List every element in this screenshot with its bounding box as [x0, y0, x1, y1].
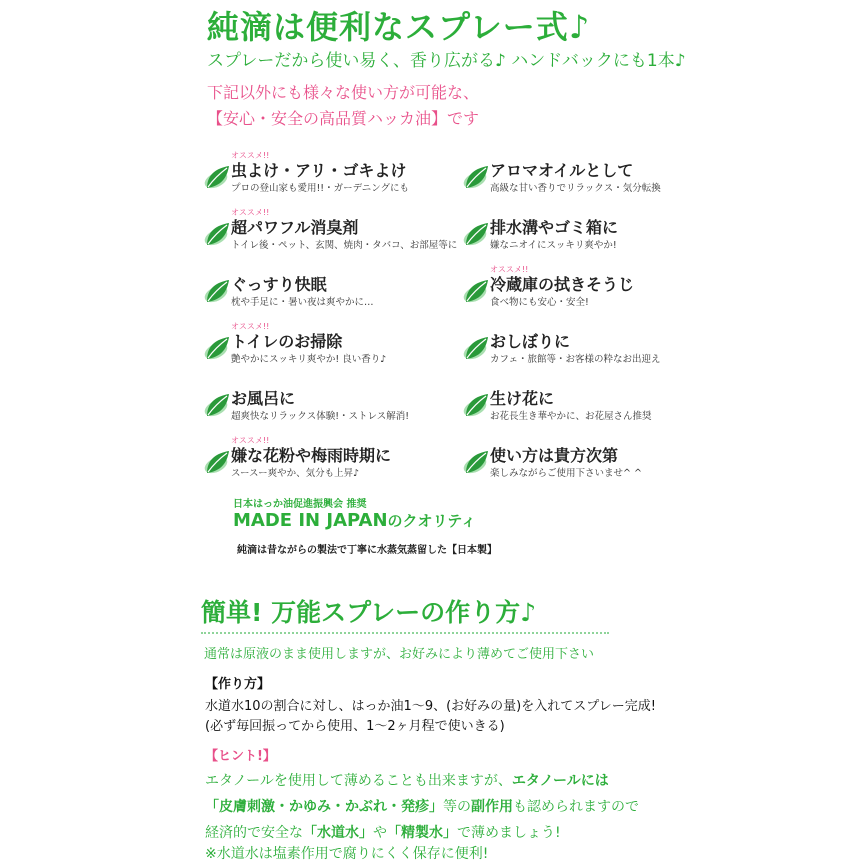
use-item [203, 266, 503, 310]
leaf-icon [462, 390, 492, 420]
hint-text: や [373, 825, 387, 841]
use-title: 嫌な花粉や梅雨時期に [231, 446, 392, 465]
quality-recommend-label: 日本はっか油促進振興会 推奨 [233, 499, 367, 510]
howto-line-2: (必ず毎回振ってから使用、1～2ヶ月程で使いきる) [205, 719, 505, 734]
subtitle: スプレーだから使い易く、香り広がる♪ ハンドバックにも1本♪ [207, 51, 686, 71]
use-title: 虫よけ・アリ・ゴキよけ [231, 161, 407, 180]
howto-line-1: 水道水10の割合に対し、はっか油1～9、(お好みの量)を入れてスプレー完成! [205, 699, 656, 714]
hint-emphasis: 「水道水」 [303, 825, 373, 841]
use-item [462, 152, 762, 196]
use-item [462, 437, 762, 481]
leaf-icon [462, 276, 492, 306]
made-in-japan-text: MADE IN JAPAN [233, 510, 388, 531]
hint-text: 等の [443, 799, 471, 815]
leaf-icon [462, 162, 492, 192]
recommend-badge: オススメ!! [231, 322, 270, 331]
use-desc: お花長生き華やかに、お花屋さん推奨 [490, 411, 652, 422]
leaf-icon [203, 219, 233, 249]
intro-line-1: 下記以外にも様々な使い方が可能な、 [207, 83, 480, 102]
recommend-badge: オススメ!! [490, 265, 529, 274]
use-desc: 嫌なニオイにスッキリ爽やか! [490, 240, 617, 251]
use-title: 使い方は貴方次第 [490, 446, 619, 465]
use-desc: トイレ後・ペット、玄関、焼肉・タバコ、お部屋等に [231, 240, 458, 251]
use-item [203, 437, 503, 481]
dotted-divider [201, 632, 609, 634]
use-desc: カフェ・旅館等・お客様の粋なお出迎え [490, 354, 661, 365]
recommend-badge: オススメ!! [231, 151, 270, 160]
leaf-icon [203, 390, 233, 420]
recipe-note: 通常は原液のまま使用しますが、お好みにより薄めてご使用下さい [204, 647, 595, 662]
leaf-icon [462, 219, 492, 249]
page-title: 純滴は便利なスプレー式♪ [207, 8, 591, 46]
use-item [203, 323, 503, 367]
hint-emphasis: 副作用 [471, 799, 513, 815]
use-item [203, 209, 503, 253]
hint-emphasis: 「皮膚刺激・かゆみ・かぶれ・発疹」 [205, 799, 443, 815]
quality-description: 純滴は昔ながらの製法で丁寧に水蒸気蒸留した【日本製】 [237, 545, 497, 556]
leaf-icon [462, 447, 492, 477]
leaf-icon [203, 333, 233, 363]
leaf-icon [203, 447, 233, 477]
hint-line-3 [205, 822, 561, 842]
intro-line-2: 【安心・安全の高品質ハッカ油】です [207, 109, 480, 128]
use-title: ぐっすり快眠 [231, 275, 327, 294]
use-desc: 艶やかにスッキリ爽やか! 良い香り♪ [231, 354, 387, 365]
made-in-japan-heading [233, 510, 476, 531]
hint-line-4: ※水道水は塩素作用で腐りにくく保存に便利! [205, 846, 489, 862]
use-item [203, 380, 503, 424]
hint-label: 【ヒント!】 [205, 749, 276, 764]
hint-text: も認められますので [513, 799, 639, 815]
use-title: 冷蔵庫の拭きそうじ [490, 275, 635, 294]
use-item [203, 152, 503, 196]
recommend-badge: オススメ!! [231, 208, 270, 217]
hint-line-1 [205, 770, 609, 790]
use-title: 超パワフル消臭剤 [231, 218, 359, 237]
use-desc: プロの登山家も愛用!!・ガーデニングにも [231, 183, 410, 194]
hint-text: 経済的で安全な [205, 825, 303, 841]
hint-emphasis: 「精製水」 [387, 825, 457, 841]
use-desc: スースー爽やか、気分も上昇♪ [231, 468, 360, 479]
made-in-suffix: のクオリティ [387, 512, 477, 530]
use-title: アロマオイルとして [490, 161, 634, 180]
use-title: おしぼりに [490, 332, 571, 351]
hint-line-2 [205, 796, 639, 816]
use-title: トイレのお掃除 [231, 332, 343, 351]
use-item [462, 209, 762, 253]
use-item [462, 266, 762, 310]
use-item [462, 323, 762, 367]
use-item [462, 380, 762, 424]
howto-label: 【作り方】 [205, 677, 271, 692]
use-desc: 超爽快なリラックス体験!・ストレス解消! [231, 411, 410, 422]
use-desc: 食べ物にも安心・安全! [490, 297, 589, 308]
use-desc: 枕や手足に・暑い夜は爽やかに… [231, 297, 374, 308]
hint-text: エタノールを使用して薄めることも出来ますが、 [205, 773, 512, 789]
use-title: お風呂に [231, 389, 296, 408]
use-desc: 高級な甘い香りでリラックス・気分転換 [490, 183, 661, 194]
leaf-icon [462, 333, 492, 363]
hint-text: で薄めましょう! [457, 825, 561, 841]
recipe-title: 簡単! 万能スプレーの作り方♪ [201, 598, 537, 627]
use-title: 生け花に [490, 389, 555, 408]
leaf-icon [203, 162, 233, 192]
hint-emphasis: エタノールには [511, 773, 609, 789]
use-title: 排水溝やゴミ箱に [490, 218, 619, 237]
recommend-badge: オススメ!! [231, 436, 270, 445]
use-desc: 楽しみながらご使用下さいませ^ ^ [490, 468, 642, 479]
leaf-icon [203, 276, 233, 306]
